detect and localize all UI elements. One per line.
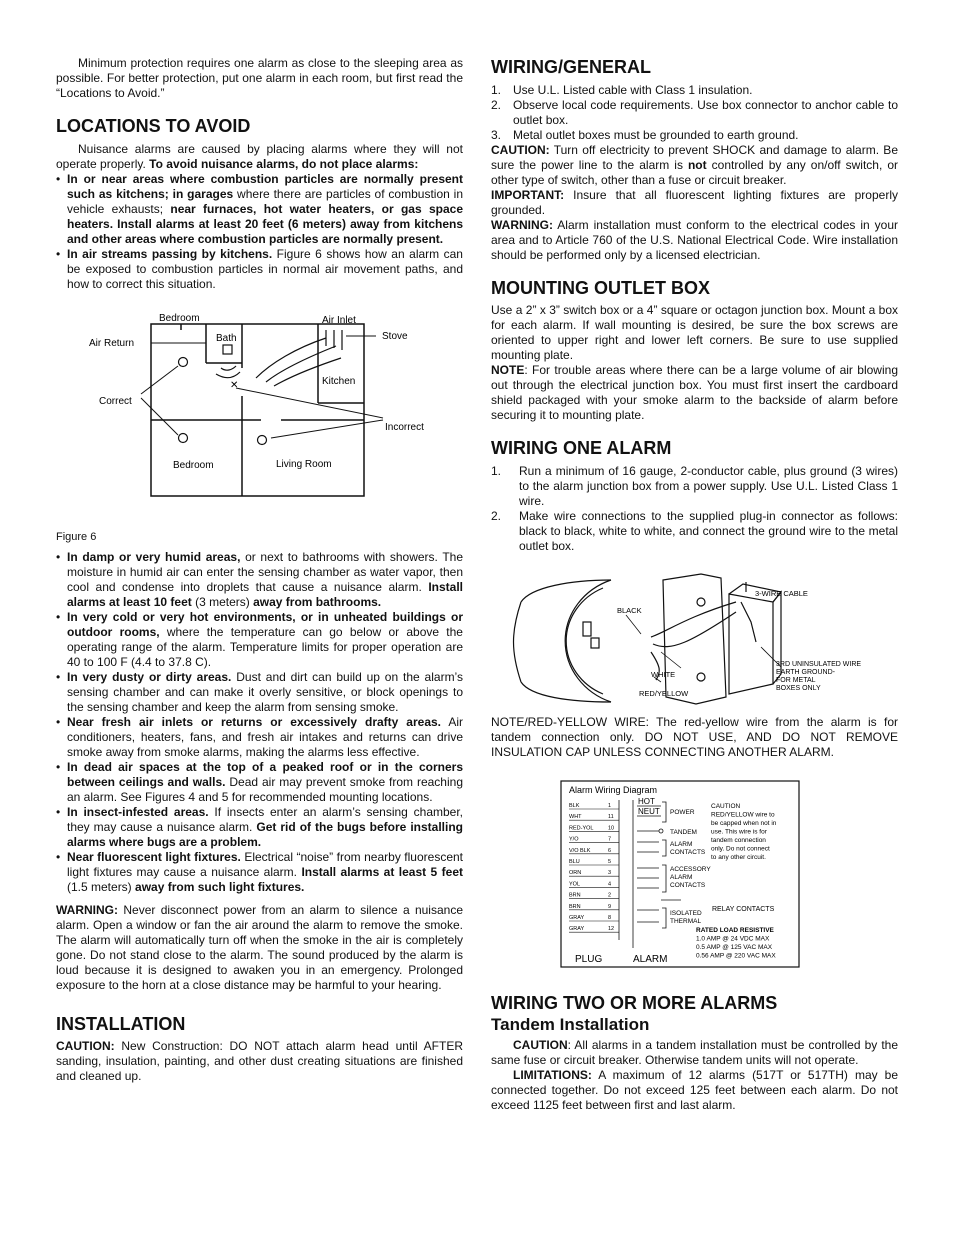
- caution-line: use. This wire is for: [711, 828, 767, 836]
- wire-color-label: BRN: [569, 903, 581, 910]
- locations-heading: LOCATIONS TO AVOID: [56, 116, 251, 136]
- alarm-icon: [179, 434, 188, 443]
- locations-list-a: [56, 172, 463, 292]
- fig-label-correct: Correct: [99, 396, 132, 407]
- label-alarm-contacts-2: CONTACTS: [670, 849, 706, 856]
- caution-paragraph: [491, 143, 898, 188]
- wire-connection-figure: [491, 572, 898, 707]
- list-item: [491, 98, 898, 128]
- bullet-text: Figure 6 shows how an alarm can be exposed to combustion particles in normal air movement paths, and how to correct this situation.: [67, 247, 463, 291]
- label-ground-4: BOXES ONLY: [776, 685, 821, 692]
- label-alarm-contacts-1: ALARM: [670, 841, 693, 848]
- bullet-text: Air conditioners, heaters, fans, and fresh air intakes and returns can drive smoke away from smoke alarms, making the alarms less effective.: [67, 715, 464, 759]
- label-alarm: ALARM: [633, 954, 668, 965]
- intro-paragraph: Minimum protection requires one alarm as close to the sleeping area as possible. For better protection, put one alarm in each room, but first read the “Locations to Avoid.”: [56, 56, 463, 100]
- rated-line: 0.56 AMP @ 220 VAC MAX: [696, 952, 776, 960]
- bullet-bold: Near fresh air inlets or returns or excessively drafty areas.: [67, 715, 442, 729]
- bullet-text: Dust and dirt can build up on the alarm’s sensing chamber and can make it overly sensitive, or block openings to the sensing chamber and keep the alarm from sensing smoke.: [67, 670, 464, 714]
- mounting-paragraph: Use a 2” x 3” switch box or a 4” square or octagon junction box. Mount a box for each alarm. If wall mounting is desired, be sure the box screws are oriented to upper right and lower left corners. Be sure to use supplied mounting plate.: [491, 303, 898, 362]
- caution-text-2: controlled by any on/off switch, or other type of switch, other than a fuse or circuit breaker.: [491, 158, 898, 187]
- caution-label: CAUTION:: [56, 1039, 115, 1053]
- bullet-text: Electrical “noise” from nearby fluorescent light fixtures may cause a nuisance alarm.: [67, 850, 463, 879]
- list-item: [491, 464, 898, 509]
- fig-label-air-inlet: Air Inlet: [322, 315, 356, 326]
- label-hot: HOT: [638, 797, 655, 806]
- warning-label: WARNING:: [491, 218, 553, 232]
- caution-not: not: [687, 158, 707, 172]
- label-accessory-2: ALARM: [670, 874, 693, 881]
- fig-label-incorrect: Incorrect: [385, 422, 424, 433]
- warning-paragraph: [491, 218, 898, 263]
- label-tandem: TANDEM: [670, 829, 697, 836]
- caution-text: Turn off electricity to prevent SHOCK and damage to alarm. Be sure the power line to the alarm is: [491, 143, 898, 172]
- caution-label: CAUTION: [513, 1038, 568, 1052]
- bullet-bold: In insect-infested areas.: [67, 805, 209, 819]
- figure-6: [56, 308, 463, 528]
- fig-label-bath: Bath: [216, 333, 237, 344]
- pin-number: 4: [608, 881, 612, 888]
- pin-number: 1: [608, 803, 612, 809]
- locations-intro: [56, 142, 463, 172]
- installation-caution: [56, 1039, 463, 1084]
- rated-line: RATED LOAD RESISTIVE: [696, 927, 774, 934]
- fig-label-kitchen: Kitchen: [322, 376, 356, 387]
- wire-color-label: GRAY: [569, 915, 585, 921]
- wire-color-label: BRN: [569, 892, 581, 899]
- fig-label-air-return: Air Return: [89, 338, 135, 349]
- fig-label-bedroom-top: Bedroom: [159, 313, 200, 324]
- rated-line: 1.0 AMP @ 24 VDC MAX: [696, 935, 770, 943]
- note-red-yellow: NOTE/RED-YELLOW WIRE: The red-yellow wire from the alarm is for tandem connection only. DO NOT USE, AND DO NOT REMOVE INSULATION CAP UNLESS CONNECTING ANOTHER ALARM.: [491, 715, 898, 759]
- wire-color-label: ORN: [569, 870, 582, 877]
- bullet-bold: In or near areas where combustion particles are normally present such as kitchens; in garages: [67, 172, 463, 201]
- right-column: [491, 56, 898, 1113]
- label-accessory-3: CONTACTS: [670, 882, 706, 889]
- warning-text: Alarm installation must conform to the electrical codes in your area and to Article 760 of the U.S. National Electrical Code. Wire installation should be performed only by a licensed electrician.: [491, 218, 898, 262]
- label-three-wire-cable: 3-WIRE CABLE: [755, 589, 808, 598]
- label-relay: RELAY CONTACTS: [712, 906, 775, 913]
- mounting-note: [491, 363, 898, 423]
- wire-connection-diagram: [491, 572, 898, 707]
- bullet-text: where the temperature can go below or above the operating range of the alarm. Temperature limits for proper operation are 40 to 100 F (4.4 to 37.8 C).: [67, 625, 463, 669]
- limitations-text: A maximum of 12 alarms (517T or 517TH) may be connected together. Do not exceed 125 feet between each alarm. Do not exceed 1125 feet between first and last alarm.: [491, 1068, 898, 1112]
- wire-color-label: Y/O: [569, 836, 579, 843]
- bullet-bold: In very dusty or dirty areas.: [67, 670, 232, 684]
- bullet-bold3: away from such light fixtures.: [135, 880, 305, 894]
- caution-text: New Construction: DO NOT attach alarm head until AFTER sanding, insulation, painting, and other dust creating situations are finished and cleaned up.: [56, 1039, 463, 1083]
- fig-label-bedroom-bottom: Bedroom: [173, 460, 214, 471]
- bullet-bold2: near furnaces, hot water heaters, or gas space heaters. Install alarms at least 20 feet (6 meters) away from kitchens and other areas where combustion particles are normally present.: [67, 202, 463, 246]
- diagram-title: Alarm Wiring Diagram: [569, 785, 658, 795]
- warning-text: Never disconnect power from an alarm to silence a nuisance alarm. Open a window or fan the air around the alarm to remove the smoke. The alarm will automatically turn off when the smoke in the air is completely gone. Do not stand close to the alarm. The sound produced by the alarm is loud because it is designed to awaken you in an emergency. Prolonged exposure to the horn at a close distance may be harmful to your hearing.: [56, 903, 463, 992]
- wire-color-label: WHT: [569, 814, 582, 821]
- list-item: [56, 670, 463, 715]
- limitations-label: LIMITATIONS:: [513, 1068, 592, 1082]
- locations-intro-bold: To avoid nuisance alarms, do not place alarms:: [145, 157, 419, 171]
- wire-color-label: RED-YOL: [569, 825, 594, 832]
- item-text: Observe local code requirements. Use box connector to anchor cable to outlet box.: [513, 98, 898, 127]
- bullet-bold3: away from bathrooms.: [253, 595, 382, 609]
- item-text: Metal outlet boxes must be grounded to earth ground.: [513, 128, 799, 142]
- mounting-heading: MOUNTING OUTLET BOX: [491, 278, 710, 298]
- pin-number: 5: [608, 859, 612, 865]
- pin-number: 9: [608, 903, 612, 910]
- bullet-bold: In very cold or very hot environments, or in unheated buildings or outdoor rooms,: [67, 610, 463, 639]
- wiring-general-list: [491, 83, 898, 143]
- indicator-lines: [141, 336, 383, 438]
- installation-heading: INSTALLATION: [56, 1014, 186, 1034]
- bullet-bold: In damp or very humid areas,: [67, 550, 241, 564]
- list-item: [491, 509, 898, 554]
- bullet-text2: (3 meters): [191, 595, 254, 609]
- bullet-text: If insects enter an alarm’s sensing chamber, they may cause a nuisance alarm.: [67, 805, 464, 834]
- important-label: IMPORTANT:: [491, 188, 565, 202]
- important-paragraph: [491, 188, 898, 218]
- pin-number: 2: [608, 892, 612, 899]
- label-isolated-2: THERMAL: [670, 918, 702, 925]
- label-ground-3: FOR METAL: [776, 677, 816, 684]
- item-number: 1.: [491, 83, 502, 97]
- note-text: : For trouble areas where there can be a large volume of air blowing out through the electrical junction box. You must first insert the cardboard shield packaged with your smoke alarm to the backside of alarm before securing it to mounting plate.: [491, 363, 898, 422]
- item-number: 1.: [491, 464, 502, 478]
- wire-color-label: V/O BLK: [569, 847, 591, 854]
- alarm-wiring-diagram: [491, 780, 898, 970]
- tandem-caution: [491, 1038, 898, 1068]
- pin-number: 8: [608, 915, 612, 921]
- wiring-two-heading: WIRING TWO OR MORE ALARMS: [491, 993, 778, 1013]
- note-label: NOTE: [491, 363, 525, 377]
- wire-color-label: GRAY: [569, 926, 585, 933]
- warning-label: WARNING:: [56, 903, 118, 917]
- label-power: POWER: [670, 809, 695, 816]
- item-text: Make wire connections to the supplied plug-in connector as follows: black to black, white to white, and connect the ground wire to the metal outlet box.: [519, 509, 898, 553]
- list-item: [56, 172, 463, 247]
- left-column: [56, 56, 463, 1084]
- bullet-text: Dead air may prevent smoke from reaching an alarm. See Figures 4 and 5 for recommended mounting locations.: [67, 775, 463, 804]
- mounting-plate: [663, 574, 726, 704]
- caution-line: only. Do not connect: [711, 845, 770, 853]
- wire-color-label: BLU: [569, 859, 580, 865]
- bullet-bold2: Install alarms at least 5 feet: [301, 865, 463, 879]
- label-plug: PLUG: [575, 954, 603, 965]
- list-item: [56, 610, 463, 670]
- pin-number: 6: [608, 847, 612, 854]
- list-item: [56, 805, 463, 850]
- warning-paragraph: [56, 903, 463, 993]
- list-item: [56, 247, 463, 292]
- alarm-icon: [258, 436, 267, 445]
- list-item: [56, 850, 463, 895]
- bullet-bold2: Install alarms at least 10 feet: [67, 580, 463, 609]
- caution-text: : All alarms in a tandem installation must be controlled by the same fuse or circuit breaker. Otherwise tandem units will not operate.: [491, 1038, 898, 1067]
- pin-number: 7: [608, 836, 612, 843]
- list-item: [56, 760, 463, 805]
- caution-line: CAUTION: [711, 803, 741, 810]
- wire-color-label: BLK: [569, 803, 580, 809]
- bullet-bold: In air streams passing by kitchens.: [67, 247, 273, 261]
- fig-label-living-room: Living Room: [276, 459, 332, 470]
- outlet-box: [729, 594, 773, 694]
- alarm-body-outline: [565, 580, 611, 702]
- bullet-bold2: Get rid of the bugs before installing alarms where bugs are a problem.: [67, 820, 463, 849]
- bullet-bold: Near fluorescent light fixtures.: [67, 850, 241, 864]
- floorplan-diagram: [56, 308, 463, 528]
- limitations-paragraph: [491, 1068, 898, 1113]
- caution-label: CAUTION:: [491, 143, 550, 157]
- rated-load-text: [696, 927, 776, 960]
- pin-number: 10: [608, 825, 615, 832]
- label-neut: NEUT: [638, 807, 660, 816]
- list-item: [56, 715, 463, 760]
- alarm-icon: [179, 358, 188, 367]
- list-item: [491, 128, 898, 143]
- item-text: Run a minimum of 16 gauge, 2-conductor cable, plus ground (3 wires) to the alarm junction box from a power supply. Use U.L. Listed Class 1 wire.: [519, 464, 898, 508]
- item-text: Use U.L. Listed cable with Class 1 insulation.: [513, 83, 753, 97]
- rated-line: 0.5 AMP @ 125 VAC MAX: [696, 944, 773, 951]
- wiring-one-list: [491, 464, 898, 554]
- list-item: [491, 83, 898, 98]
- caution-line: tandem connection: [711, 837, 766, 844]
- label-ground-1: 3RD UNINSULATED WIRE: [776, 661, 862, 668]
- caution-line: RED/YELLOW wire to: [711, 811, 775, 819]
- label-ground-2: EARTH GROUND-: [776, 669, 835, 676]
- bullet-text: or next to bathrooms with showers. The moisture in humid air can enter the sensing chamber as water vapor, then cool and condense into droplets that cause a nuisance alarm.: [67, 550, 463, 594]
- wire-color-label: YOL: [569, 881, 581, 888]
- important-text: Insure that all fluorescent lighting fixtures are properly grounded.: [491, 188, 898, 217]
- bullet-bold: In dead air spaces at the top of a peaked roof or in the corners between ceilings and walls.: [67, 760, 463, 789]
- item-number: 3.: [491, 128, 502, 142]
- label-black: BLACK: [617, 606, 642, 615]
- item-number: 2.: [491, 509, 502, 523]
- alarm-wiring-svg: [491, 780, 898, 970]
- list-item: [56, 550, 463, 610]
- wiring-general-heading: WIRING/GENERAL: [491, 57, 651, 77]
- figure-6-caption: Figure 6: [56, 531, 97, 543]
- locations-list-b: [56, 550, 463, 895]
- bullet-text: where there are particles of combustion in vehicle exhausts;: [67, 187, 463, 216]
- bullet-text2: (1.5 meters): [67, 880, 136, 894]
- label-white: WHITE: [651, 670, 676, 679]
- tandem-heading: Tandem Installation: [491, 1015, 650, 1034]
- caution-line: be capped when not in: [711, 820, 777, 827]
- pin-number: 12: [608, 926, 615, 933]
- item-number: 2.: [491, 98, 502, 112]
- fig-label-stove: Stove: [382, 331, 408, 342]
- label-red-yellow: RED/YELLOW: [639, 689, 689, 698]
- wiring-one-heading: WIRING ONE ALARM: [491, 438, 672, 458]
- locations-intro-text: Nuisance alarms are caused by placing alarms where they will not operate properly.: [56, 142, 463, 171]
- label-accessory-1: ACCESSORY: [670, 866, 711, 873]
- pin-number: 11: [608, 814, 614, 821]
- label-isolated-1: ISOLATED: [670, 910, 702, 917]
- pin-number: 3: [608, 870, 612, 877]
- bath-alarm-icon: [223, 345, 232, 354]
- x-mark-icon: ✕: [230, 380, 239, 391]
- caution-line: to any other circuit.: [711, 854, 766, 861]
